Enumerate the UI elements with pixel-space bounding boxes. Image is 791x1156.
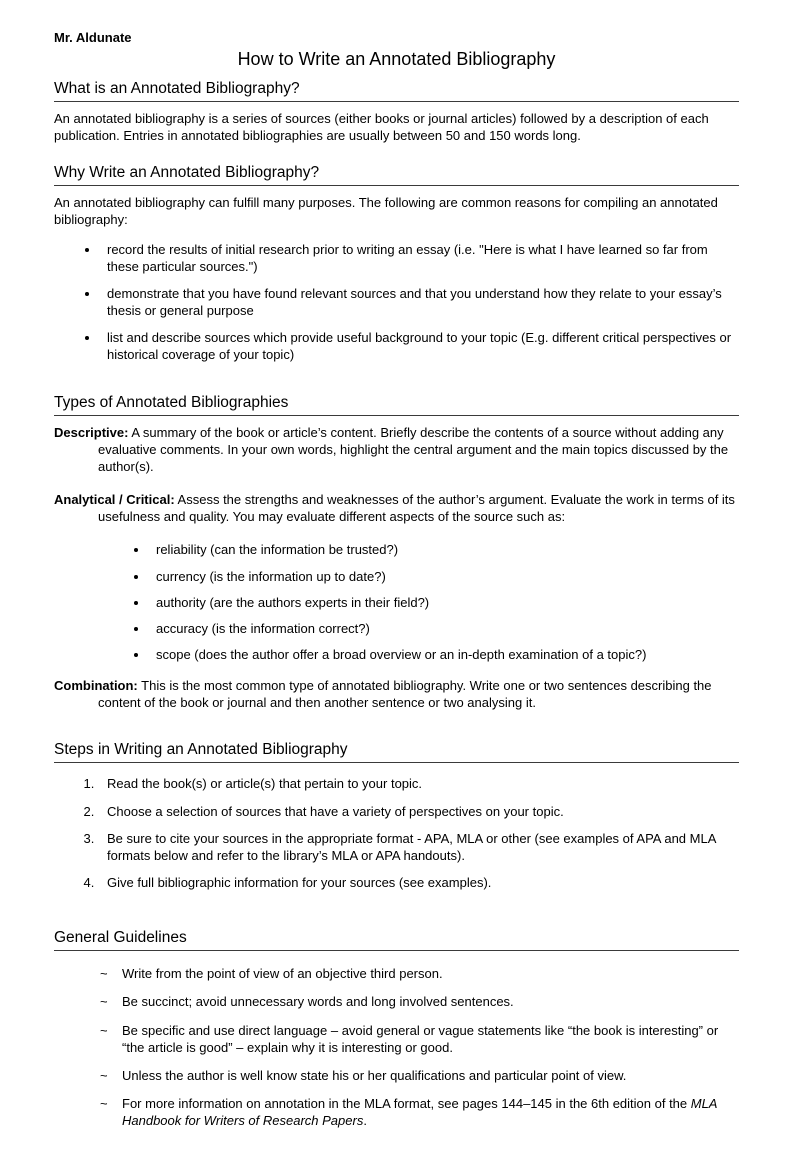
bullet-item: • list and describe sources which provide useful background to your topic (E.g. different critical perspectives or historical coverage of your topic) [100, 329, 739, 363]
paragraph-combination [54, 677, 739, 711]
descriptive-text: A summary of the book or article’s content. Briefly describe the contents of a source without adding any evaluative comments. In your own words, highlight the central argument and the main topics discussed by the author(s). [98, 424, 729, 474]
combination-text: This is the most common type of annotated bibliography. Write one or two sentences describing the content of the book or journal and then another sentence or two analysing it. [98, 678, 712, 711]
bullet-item: • currency (is the information up to date?) [149, 568, 739, 585]
guideline-item [100, 993, 739, 1010]
step-item: 1. Read the book(s) or article(s) that pertain to your topic. [98, 775, 739, 792]
paragraph-analytical [54, 491, 739, 525]
step-item: 2. Choose a selection of sources that have a variety of perspectives on your topic. [98, 803, 739, 820]
author-name: Mr. Aldunate [54, 30, 132, 45]
why-bullet-list [54, 241, 739, 364]
book-title-italic: MLA Handbook for Writers of Research Papers [122, 1096, 717, 1129]
section-heading-why: Why Write an Annotated Bibliography? [54, 164, 739, 186]
bullet-item: • reliability (can the information be trusted?) [149, 541, 739, 558]
paragraph-descriptive [54, 424, 739, 475]
bullet-item: • accuracy (is the information correct?) [149, 620, 739, 637]
analytical-text: Assess the strengths and weaknesses of the author’s argument. Evaluate the work in terms of its usefulness and quality. You may evaluate different aspects of the source such as: [98, 492, 735, 525]
guideline-text: Be specific and use direct language – avoid general or vague statements like “the book is interesting” or “the article is good” – explain why it is interesting or good. [122, 1022, 719, 1055]
bullet-item: • authority (are the authors experts in their field?) [149, 594, 739, 611]
guideline-text: Be succinct; avoid unnecessary words and long involved sentences. [122, 994, 514, 1010]
tilde-marker: ~ [100, 1096, 108, 1111]
page-title: How to Write an Annotated Bibliography [237, 49, 556, 69]
section-heading-types: Types of Annotated Bibliographies [54, 394, 739, 416]
tilde-marker: ~ [100, 1022, 108, 1038]
guidelines-list [54, 965, 739, 1129]
analytical-label: Analytical / Critical: [54, 492, 175, 508]
guideline-item [100, 1095, 739, 1129]
section-heading-guidelines: General Guidelines [54, 929, 739, 951]
tilde-marker: ~ [100, 1067, 108, 1083]
combination-label: Combination: [54, 678, 138, 694]
steps-list [54, 775, 739, 891]
guideline-text [122, 1095, 739, 1129]
guideline-item [100, 965, 739, 982]
analytical-bullet-list [54, 541, 739, 663]
guideline-text: Unless the author is well know state his or her qualifications and particular point of view. [122, 1067, 627, 1083]
tilde-marker: ~ [100, 966, 108, 982]
bullet-item: • demonstrate that you have found relevant sources and that you understand how they relate to your essay’s thesis or general purpose [100, 285, 739, 319]
guideline-item [100, 1022, 739, 1056]
bullet-item: • record the results of initial research prior to writing an essay (i.e. "Here is what I have learned so far from these particular sources.") [100, 241, 739, 275]
tilde-marker: ~ [100, 994, 108, 1010]
guideline-item [100, 1067, 739, 1084]
section-heading-what: What is an Annotated Bibliography? [54, 80, 739, 102]
paragraph-what: An annotated bibliography is a series of sources (either books or journal articles) followed by a description of each publication. Entries in annotated bibliographies are usually between 50 and 150 words long. [54, 111, 709, 144]
step-item: 3. Be sure to cite your sources in the appropriate format - APA, MLA or other (see examples of APA and MLA formats below and refer to the library’s MLA or APA handouts). [98, 830, 739, 864]
guideline-text-suffix: . [363, 1113, 367, 1129]
step-item: 4. Give full bibliographic information for your sources (see examples). [98, 874, 739, 891]
descriptive-label: Descriptive: [54, 424, 129, 440]
guideline-text: Write from the point of view of an objective third person. [122, 966, 443, 982]
guideline-text-part: For more information on annotation in the MLA format, see pages 144–145 in the 6th edition of the [122, 1096, 691, 1111]
bullet-item: • scope (does the author offer a broad overview or an in-depth examination of a topic?) [149, 646, 739, 663]
paragraph-why-intro: An annotated bibliography can fulfill many purposes. The following are common reasons for compiling an annotated bibliography: [54, 195, 718, 228]
section-heading-steps: Steps in Writing an Annotated Bibliography [54, 741, 739, 763]
